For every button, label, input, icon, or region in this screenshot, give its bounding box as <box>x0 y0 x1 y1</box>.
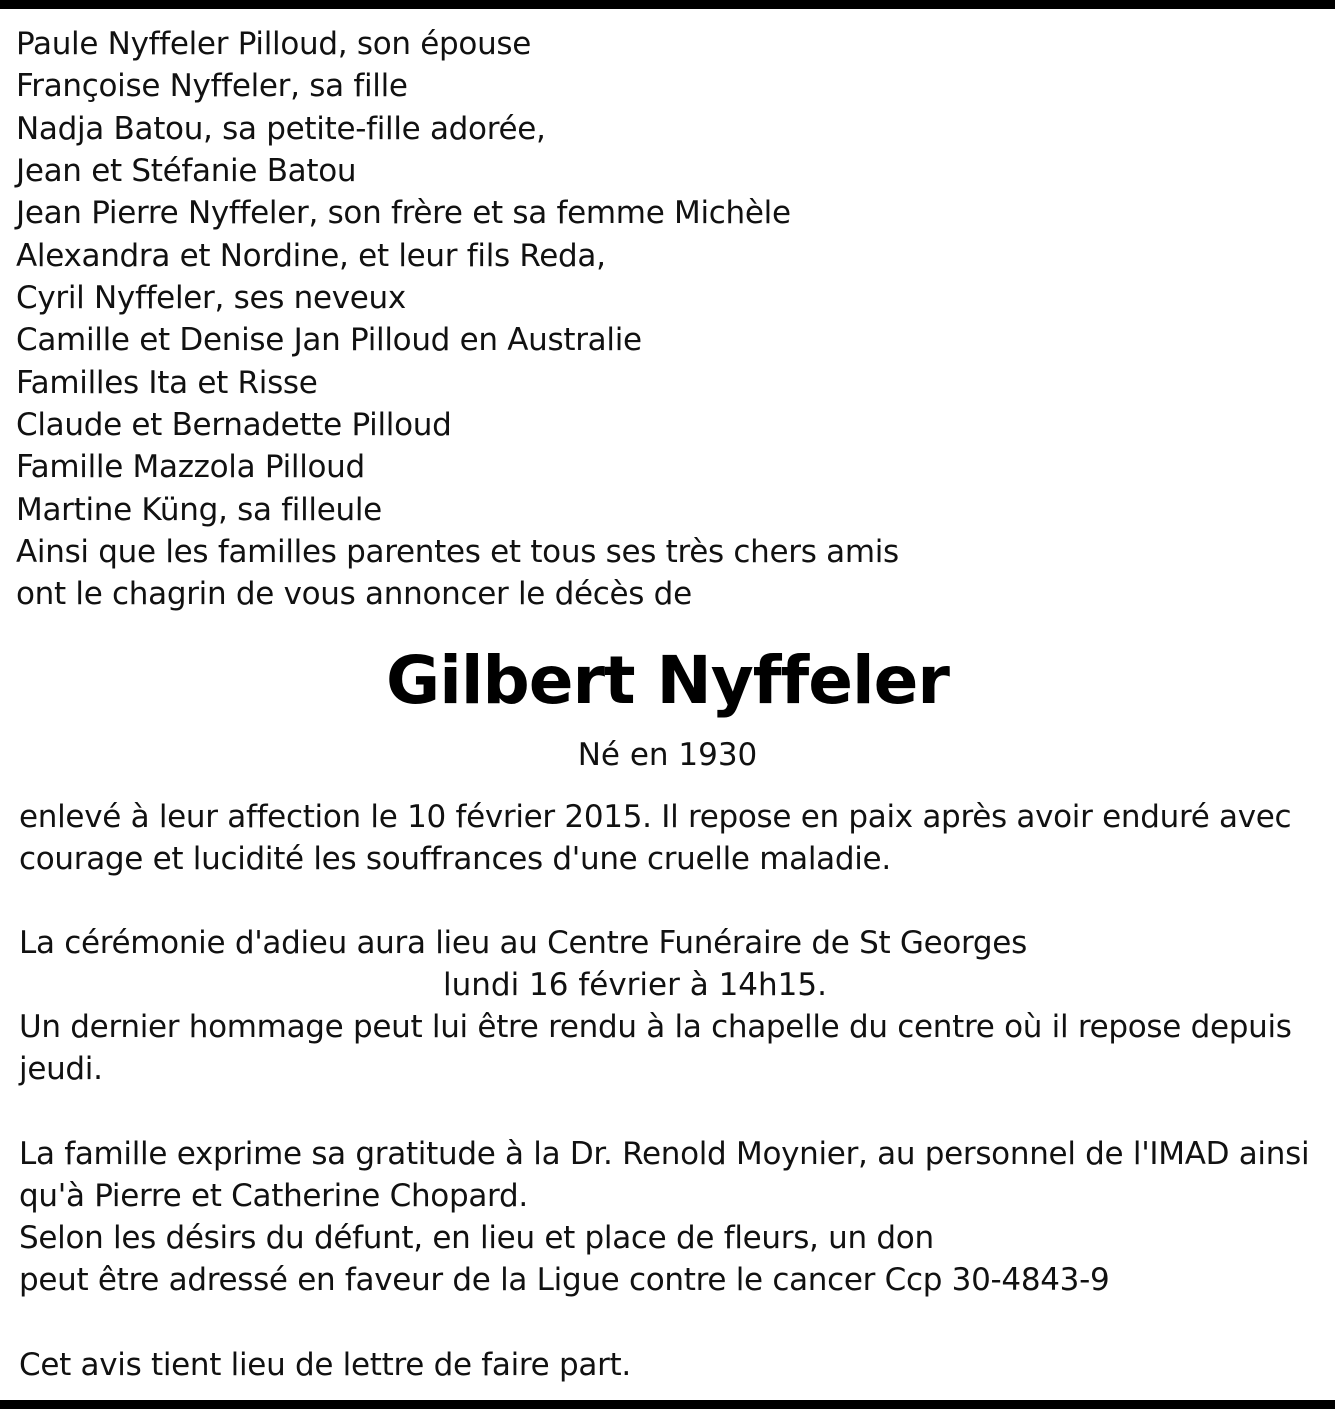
bottom-border-rule <box>0 1400 1335 1409</box>
closing-text: Cet avis tient lieu de lettre de faire part. <box>19 1347 631 1383</box>
death-text: enlevé à leur affection le 10 février 2015. Il repose en paix après avoir enduré avec <box>19 799 1292 835</box>
family-line: Familles Ita et Risse <box>16 365 318 401</box>
deceased-name: Gilbert Nyffeler <box>386 642 949 719</box>
family-line: Jean et Stéfanie Batou <box>16 153 357 189</box>
homage-text: Un dernier hommage peut lui être rendu à la chapelle du centre où il repose depuis <box>19 1009 1292 1045</box>
ceremony-date: lundi 16 février à 14h15. <box>443 967 827 1003</box>
family-line: Jean Pierre Nyffeler, son frère et sa femme Michèle <box>16 195 791 231</box>
homage-text: jeudi. <box>19 1051 103 1087</box>
family-line: Famille Mazzola Pilloud <box>16 449 365 485</box>
donation-text: peut être adressé en faveur de la Ligue contre le cancer Ccp 30-4843-9 <box>19 1262 1110 1298</box>
donation-text: Selon les désirs du défunt, en lieu et place de fleurs, un don <box>19 1220 934 1256</box>
family-line: Cyril Nyffeler, ses neveux <box>16 280 406 316</box>
family-line: Martine Küng, sa filleule <box>16 492 382 528</box>
family-line: Françoise Nyffeler, sa fille <box>16 68 408 104</box>
family-line: Ainsi que les familles parentes et tous ses très chers amis <box>16 534 899 570</box>
birth-year: Né en 1930 <box>577 737 758 773</box>
family-line: Nadja Batou, sa petite-fille adorée, <box>16 111 546 147</box>
family-line: ont le chagrin de vous annoncer le décès de <box>16 576 692 612</box>
family-line: Claude et Bernadette Pilloud <box>16 407 452 443</box>
family-line: Alexandra et Nordine, et leur fils Reda, <box>16 238 606 274</box>
family-line: Camille et Denise Jan Pilloud en Australie <box>16 322 642 358</box>
family-line: Paule Nyffeler Pilloud, son épouse <box>16 26 532 62</box>
death-text: courage et lucidité les souffrances d'une cruelle maladie. <box>19 841 891 877</box>
ceremony-text: La cérémonie d'adieu aura lieu au Centre Funéraire de St Georges <box>19 925 1027 961</box>
gratitude-text: qu'à Pierre et Catherine Chopard. <box>19 1178 528 1214</box>
top-border-rule <box>0 0 1335 9</box>
gratitude-text: La famille exprime sa gratitude à la Dr. Renold Moynier, au personnel de l'IMAD ainsi <box>19 1136 1310 1172</box>
